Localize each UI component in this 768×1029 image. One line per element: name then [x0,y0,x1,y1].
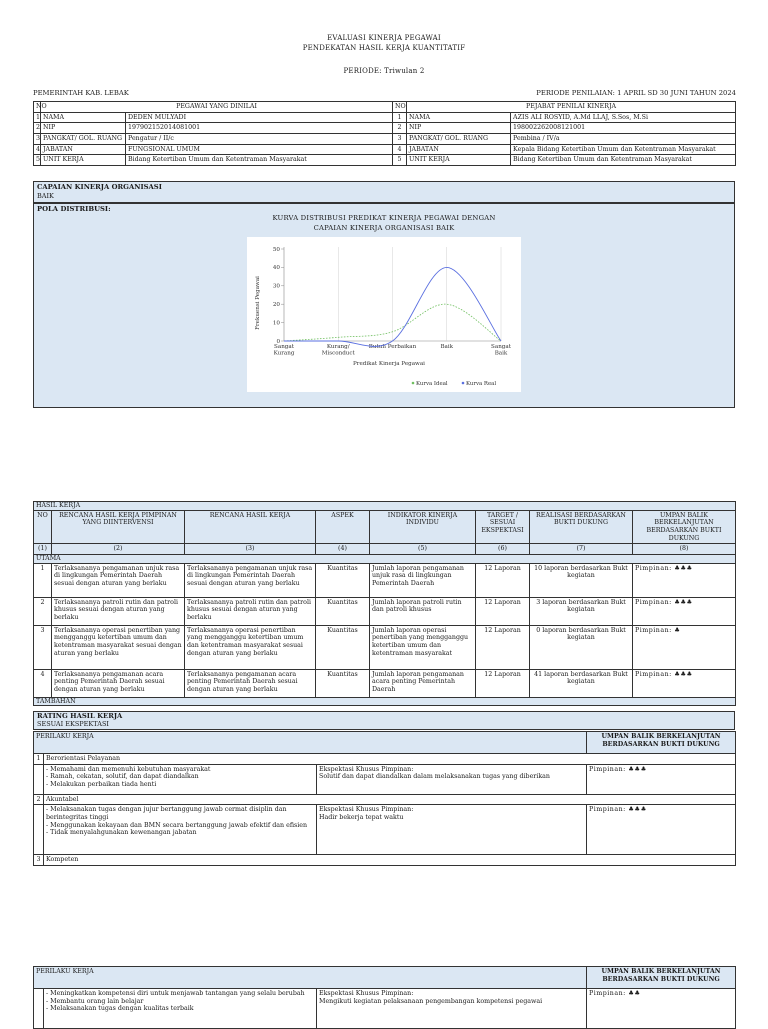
rating-panel [33,711,735,730]
hk-rencana-pimpinan: Terlaksananya operasi penertiban yang mengganggu ketertiban umum dan ketentraman masyarakat sesuai dengan aturan yang berlaku [52,625,185,669]
chart-title-line1: KURVA DISTRIBUSI PREDIKAT KINERJA PEGAWAI DENGAN [272,214,496,222]
tambahan-row [34,697,736,706]
chart-y-tick-label: 10 [272,320,280,327]
hk-target: 12 Laporan [476,669,530,697]
row-no: 4 [34,144,41,155]
perilaku-point: - Ramah, cekatan, solutif, dan dapat diandalkan [46,773,199,781]
chart-y-label: Frekuensi Pegawai [255,276,261,330]
pegawai-value: 197902152014081001 [126,123,393,134]
chart-y-tick-label: 20 [272,302,280,308]
col-number: (3) [185,544,316,555]
hk-indikator: Jumlah laporan pengamanan acara penting Pemerintah Daerah [370,669,476,697]
doc-title-line1: EVALUASI KINERJA PEGAWAI [327,34,441,42]
col-number: (4) [316,544,370,555]
hk-rencana: Terlaksananya pengamanan unjuk rasa di lingkungan Pemerintah Daerah sesuai dengan aturan yang berlaku [185,563,316,597]
capaian-value: BAIK [37,192,54,201]
chart-x-tick-label: Baik [440,344,454,350]
perilaku-ekspektasi [317,805,587,855]
col-no: NO [34,102,41,113]
chart-x-tick-label: Sangat [274,344,294,350]
hk-umpan: Pimpinan: ♣♣♣ [633,597,736,625]
hk-rencana: Terlaksananya operasi penertiban yang mengganggu ketertiban umum dan ketentraman masyarakat sesuai dengan aturan yang berlaku [185,625,316,669]
chart-y-tick-label: 0 [276,338,280,345]
hk-rencana-pimpinan: Terlaksananya pengamanan acara penting Pemerintah Daerah sesuai dengan aturan yang berlaku [52,669,185,697]
row-no: 1 [34,112,41,123]
perilaku-item-title-row [34,754,736,765]
hk-col-rencana: RENCANA HASIL KERJA [185,510,316,544]
identity-row [34,155,736,166]
row-no: 2 [34,123,41,134]
hk-rencana-pimpinan: Terlaksananya pengamanan unjuk rasa di lingkungan Pemerintah Daerah sesuai dengan aturan yang berlaku [52,563,185,597]
hk-umpan: Pimpinan: ♣♣♣ [633,563,736,597]
perilaku-item-title-row [34,794,736,805]
ekspektasi-text: Hadir bekerja tepat waktu [319,814,404,822]
perilaku-spacer [34,805,44,855]
hasil-kerja-number-row [34,544,736,555]
hk-col-aspek: ASPEK [316,510,370,544]
chart-legend-marker [462,382,465,385]
hk-umpan: Pimpinan: ♣♣♣ [633,669,736,697]
perilaku-name: Berorientasi Pelayanan [44,754,736,765]
tambahan-label: TAMBAHAN [34,697,736,706]
perilaku-point: - Meningkatkan kompetensi diri untuk menjawab tantangan yang selalu berubah [46,990,305,997]
capaian-title: CAPAIAN KINERJA ORGANISASI [37,183,162,191]
capaian-panel [33,181,735,203]
chart-x-tick-label: Butuh Perbaikan [368,344,417,350]
hk-aspek: Kuantitas [316,669,370,697]
rating-value: SESUAI EKSPEKTASI [37,720,109,729]
row-label-2: PANGKAT/ GOL. RUANG [407,134,511,145]
hk-col-indikator: INDIKATOR KINERJA INDIVIDU [370,510,476,544]
rating-title: RATING HASIL KERJA [37,712,123,720]
perilaku-point: - Memahami dan memenuhi kebutuhan masyarakat [46,765,211,773]
hasil-kerja-table [33,501,736,706]
hasil-kerja-title-row [34,502,736,511]
hk-indikator: Jumlah laporan operasi penertiban yang mengganggu ketertiban umum dan ketentraman masyarakat [370,625,476,669]
row-label-2: NAMA [407,112,511,123]
pejabat-value: AZIS ALI ROSYID, A.Md LLAJ, S.Sos, M.Si [511,112,736,123]
identity-table [33,101,736,166]
periode-penilaian: PERIODE PENILAIAN: 1 APRIL SD 30 JUNI TAHUN 2024 [536,89,736,97]
pola-title: POLA DISTRIBUSI: [37,205,111,213]
perilaku-kerja-table-2 [33,966,736,1029]
pegawai-value: Bidang Ketertiban Umum dan Ketentraman Masyarakat [126,155,393,166]
ekspektasi-label: Ekspektasi Khusus Pimpinan: [319,765,414,773]
ekspektasi-text: Solutif dan dapat diandalkan dalam melaksanakan tugas yang diberikan [319,773,550,781]
perilaku-item-row [34,989,736,1029]
chart-x-tick-label: Baik [494,350,508,357]
hk-col-rencana-pimpinan: RENCANA HASIL KERJA PIMPINAN YANG DIINTERVENSI [52,510,185,544]
chart-legend-label: Kurva Ideal [416,380,448,387]
table-row [34,625,736,669]
perilaku-point: - Melaksanakan tugas dengan jujur bertanggung jawab cermat disiplin dan berintegritas tinggi [46,806,287,822]
perilaku-umpan: Pimpinan: ♣♣♣ [587,805,736,855]
row-label: NAMA [41,112,126,123]
chart-x-tick-label: Sangat [491,344,511,350]
perilaku-points [44,989,317,1029]
perilaku-item-row [34,805,736,855]
perilaku-name: Akuntabel [44,794,736,805]
hk-indikator: Jumlah laporan pengamanan unjuk rasa di lingkungan Pemerintah Daerah [370,563,476,597]
col-number: (6) [476,544,530,555]
chart-x-tick-label: Kurang [273,350,295,357]
perilaku-point: - Melakukan perbaikan tiada henti [46,781,157,789]
col-number: (2) [52,544,185,555]
hk-rencana: Terlaksananya patroli rutin dan patroli khusus sesuai dengan aturan yang berlaku [185,597,316,625]
hk-realisasi: 0 laporan berdasarkan Bukt kegiatan [530,625,633,669]
pejabat-value: Bidang Ketertiban Umum dan Ketentraman Masyarakat [511,155,736,166]
chart-x-label: Predikat Kinerja Pegawai [353,361,425,367]
hk-indikator: Jumlah laporan patroli rutin dan patroli khusus [370,597,476,625]
identity-header-row [34,102,736,113]
identity-row [34,134,736,145]
hk-col-realisasi: REALISASI BERDASARKAN BUKTI DUKUNG [530,510,633,544]
ekspektasi-label: Ekspektasi Khusus Pimpinan: [319,806,414,814]
perilaku-umpan: Pimpinan: ♣♣ [587,989,736,1029]
perilaku-item-title-row [34,855,736,866]
chart-title-line2: CAPAIAN KINERJA ORGANISASI BAIK [313,224,455,232]
perilaku-no: 2 [34,794,44,805]
row-no-2: 5 [393,155,407,166]
utama-row [34,555,736,564]
row-no-2: 1 [393,112,407,123]
chart-background [247,237,521,392]
doc-title-line2: PENDEKATAN HASIL KERJA KUANTITATIF [302,44,466,52]
hk-target: 12 Laporan [476,625,530,669]
table-row [34,669,736,697]
row-no: 5 [34,155,41,166]
hk-no: 1 [34,563,52,597]
hk-aspek: Kuantitas [316,563,370,597]
row-label: UNIT KERJA [41,155,126,166]
hasil-kerja-title: HASIL KERJA [34,502,736,511]
col-no-2: NO [393,102,407,113]
hk-no: 3 [34,625,52,669]
perilaku-umpan: Pimpinan: ♣♣♣ [587,764,736,794]
chart-legend-marker [412,382,415,385]
hasil-kerja-header-row [34,510,736,544]
col-number: (5) [370,544,476,555]
perilaku-spacer [34,764,44,794]
row-label-2: JABATAN [407,144,511,155]
chart-y-tick-label: 30 [272,283,280,290]
pegawai-header: PEGAWAI YANG DINILAI [41,102,393,113]
hk-col-target: TARGET / SESUAI EKSPEKTASI [476,510,530,544]
row-no-2: 3 [393,134,407,145]
perilaku-header-row [34,967,736,989]
identity-row [34,144,736,155]
ekspektasi-label: Ekspektasi Khusus Pimpinan: [319,990,414,997]
row-label-2: NIP [407,123,511,134]
perilaku-point: - Membantu orang lain belajar [46,997,144,1005]
row-label: NIP [41,123,126,134]
perilaku-kerja-table [33,731,736,866]
hk-realisasi: 41 laporan berdasarkan Bukt kegiatan [530,669,633,697]
perilaku-name: Kompeten [44,855,736,866]
pejabat-value: Pembina / IV/a [511,134,736,145]
identity-row [34,112,736,123]
hk-no: 4 [34,669,52,697]
utama-label: UTAMA [34,555,736,564]
hk-target: 12 Laporan [476,597,530,625]
pejabat-value: 198002262008121001 [511,123,736,134]
chart-y-tick-label: 50 [272,246,280,253]
row-label: JABATAN [41,144,126,155]
table-row [34,597,736,625]
col-number: (7) [530,544,633,555]
pegawai-value: FUNGSIONAL UMUM [126,144,393,155]
hk-realisasi: 10 laporan berdasarkan Bukt kegiatan [530,563,633,597]
identity-row [34,123,736,134]
hk-realisasi: 3 laporan berdasarkan Bukt kegiatan [530,597,633,625]
row-no-2: 2 [393,123,407,134]
perilaku-header: PERILAKU KERJA [34,967,587,989]
perilaku-ekspektasi [317,764,587,794]
pejabat-header: PEJABAT PENILAI KINERJA [407,102,736,113]
col-number: (8) [633,544,736,555]
row-no-2: 4 [393,144,407,155]
pegawai-value: DEDEN MULYADI [126,112,393,123]
row-label-2: UNIT KERJA [407,155,511,166]
perilaku-ekspektasi [317,989,587,1029]
pegawai-value: Pengatur / II/c [126,134,393,145]
instansi-label: PEMERINTAH KAB. LEBAK [33,89,129,97]
chart-y-tick-label: 40 [272,265,280,272]
hk-target: 12 Laporan [476,563,530,597]
row-label: PANGKAT/ GOL. RUANG [41,134,126,145]
perilaku-item-row [34,764,736,794]
col-number: (1) [34,544,52,555]
distribution-chart [247,237,521,392]
hk-col-umpan: UMPAN BALIK BERKELANJUTAN BERDASARKAN BUKTI DUKUNG [633,510,736,544]
chart-legend-label: Kurva Real [466,380,497,387]
perilaku-point: - Menggunakan kekayaan dan BMN secara bertanggung jawab efektif dan efisien [46,821,308,829]
pejabat-value: Kepala Bidang Ketertiban Umum dan Ketentraman Masyarakat [511,144,736,155]
hk-aspek: Kuantitas [316,625,370,669]
perilaku-point: - Melaksanakan tugas dengan kualitas terbaik [46,1005,194,1013]
perilaku-no: 3 [34,855,44,866]
hk-rencana-pimpinan: Terlaksananya patroli rutin dan patroli khusus sesuai dengan aturan yang berlaku [52,597,185,625]
perilaku-point: - Tidak menyalahgunakan kewenangan jabatan [46,829,197,837]
hk-rencana: Terlaksananya pengamanan acara penting Pemerintah Daerah sesuai dengan aturan yang berlaku [185,669,316,697]
chart-x-tick-label: Kurang/ [326,344,350,350]
perilaku-points [44,764,317,794]
perilaku-header-row [34,732,736,754]
doc-periode: PERIODE: Triwulan 2 [343,67,425,75]
hk-col-no: NO [34,510,52,544]
perilaku-spacer [34,989,44,1029]
perilaku-umpan-header: UMPAN BALIK BERKELANJUTAN BERDASARKAN BUKTI DUKUNG [587,967,736,989]
ekspektasi-text: Mengikuti kegiatan pelaksanaan pengembangan kompetensi pegawai [319,997,543,1005]
hk-aspek: Kuantitas [316,597,370,625]
perilaku-header: PERILAKU KERJA [34,732,587,754]
hk-no: 2 [34,597,52,625]
hk-umpan: Pimpinan: ♣ [633,625,736,669]
perilaku-points [44,805,317,855]
chart-x-tick-label: Misconduct [321,350,355,357]
row-no: 3 [34,134,41,145]
perilaku-umpan-header: UMPAN BALIK BERKELANJUTAN BERDASARKAN BUKTI DUKUNG [587,732,736,754]
perilaku-no: 1 [34,754,44,765]
table-row [34,563,736,597]
